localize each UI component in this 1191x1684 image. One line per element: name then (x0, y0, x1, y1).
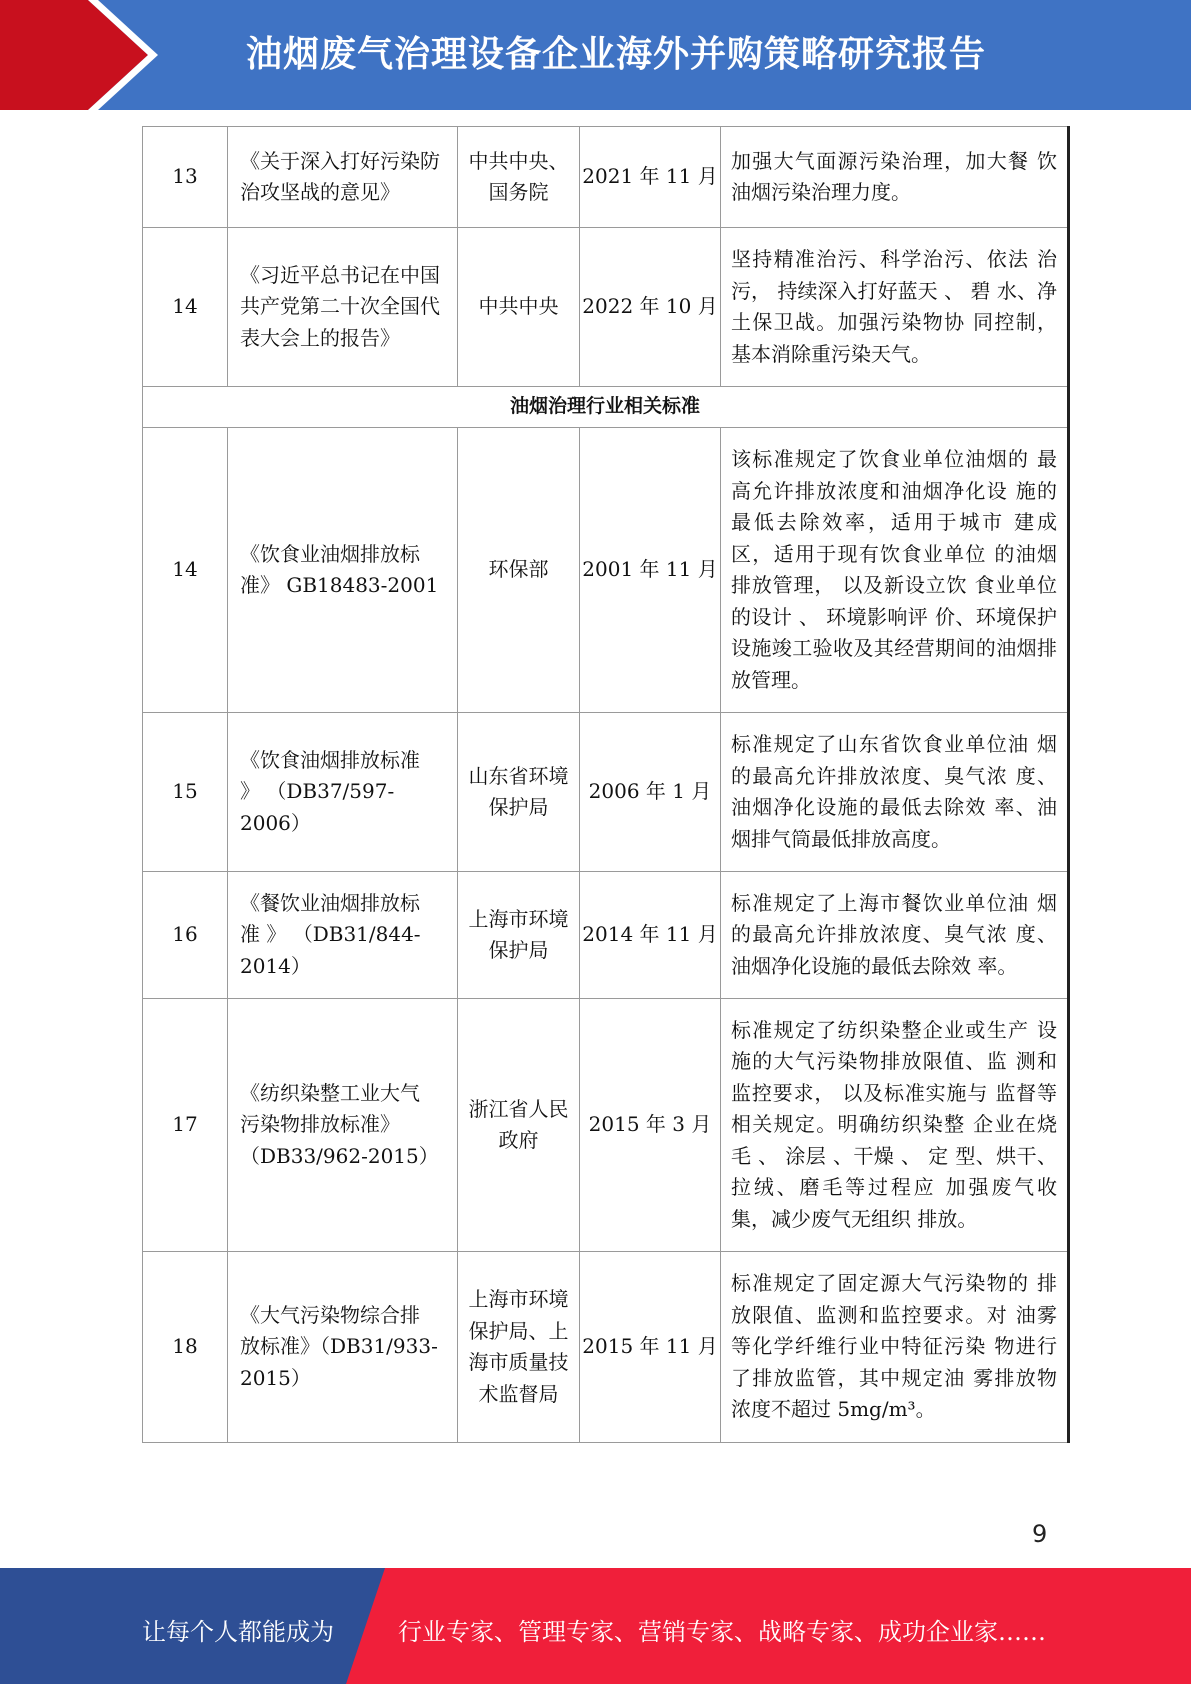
row-number: 15 (143, 713, 228, 872)
row-number: 16 (143, 872, 228, 999)
table-row (143, 428, 1069, 713)
issuing-org: 上海市环境保护局 (458, 872, 580, 999)
issue-date: 2022 年 10 月 (580, 228, 721, 387)
table-row (143, 228, 1069, 387)
policy-name: 《习近平总书记在中国共产党第二十次全国代表大会上的报告》 (228, 228, 458, 387)
issuing-org: 山东省环境保护局 (458, 713, 580, 872)
issuing-org: 上海市环境保护局、上海市质量技术监督局 (458, 1252, 580, 1443)
policy-table (142, 126, 1068, 1443)
standard-description: 该标准规定了饮食业单位油烟的 最高允许排放浓度和油烟净化设 施的最低去除效率，适用于城市 建成区，适用于现有饮食业单位 的油烟排放管理， 以及新设立饮 食业单位的设计 、 环境影响评 价、环境保护设施竣工验收及其经营期间的油烟排放管理。 (721, 428, 1069, 713)
issuing-org: 中共中央、国务院 (458, 127, 580, 228)
row-number: 17 (143, 999, 228, 1252)
standard-description: 标准规定了固定源大气污染物的 排放限值、监测和监控要求。对 油雾等化学纤维行业中特征污染 物进行了排放监管，其中规定油 雾排放物浓度不超过 5mg/m³。 (721, 1252, 1069, 1443)
section-title: 油烟治理行业相关标准 (143, 387, 1069, 428)
row-number: 14 (143, 428, 228, 713)
page-header (0, 0, 1191, 110)
table-row (143, 713, 1069, 872)
standard-name: 《饮食油烟排放标准 》 （DB37/597- 2006） (228, 713, 458, 872)
issue-date: 2015 年 3 月 (580, 999, 721, 1252)
row-number: 18 (143, 1252, 228, 1443)
page-footer (0, 1568, 1191, 1684)
standard-name: 《大气污染物综合排 放标准》（DB31/933- 2015） (228, 1252, 458, 1443)
standard-name: 《餐饮业油烟排放标 准 》 （DB31/844- 2014） (228, 872, 458, 999)
row-number: 14 (143, 228, 228, 387)
issue-date: 2001 年 11 月 (580, 428, 721, 713)
issuing-org: 环保部 (458, 428, 580, 713)
issue-date: 2006 年 1 月 (580, 713, 721, 872)
footer-slogan-left: 让每个人都能成为 (142, 1618, 334, 1646)
standard-description: 标准规定了上海市餐饮业单位油 烟的最高允许排放浓度、臭气浓 度、油烟净化设施的最低去除效 率。 (721, 872, 1069, 999)
table-row (143, 127, 1069, 228)
footer-slogan-right: 行业专家、管理专家、营销专家、战略专家、成功企业家…… (398, 1618, 1046, 1646)
table-row (143, 1252, 1069, 1443)
issuing-org: 浙江省人民政府 (458, 999, 580, 1252)
standard-description: 标准规定了纺织染整企业或生产 设施的大气污染物排放限值、监 测和监控要求， 以及标准实施与 监督等相关规定。明确纺织染整 企业在烧毛 、 涂层 、干燥 、 定 型、烘干、拉绒、磨毛等过程应 加强废气收集，减少废气无组织 排放。 (721, 999, 1069, 1252)
table-row (143, 872, 1069, 999)
standard-name: 《饮食业油烟排放标 准》 GB18483-2001 (228, 428, 458, 713)
section-header-row (143, 387, 1069, 428)
policy-name: 《关于深入打好污染防治攻坚战的意见》 (228, 127, 458, 228)
issue-date: 2021 年 11 月 (580, 127, 721, 228)
issue-date: 2014 年 11 月 (580, 872, 721, 999)
page-number: 9 (1032, 1520, 1048, 1548)
row-number: 13 (143, 127, 228, 228)
issuing-org: 中共中央 (458, 228, 580, 387)
table-row (143, 999, 1069, 1252)
standard-description: 标准规定了山东省饮食业单位油 烟的最高允许排放浓度、臭气浓 度、油烟净化设施的最低去除效 率、油烟排气筒最低排放高度。 (721, 713, 1069, 872)
report-title: 油烟废气治理设备企业海外并购策略研究报告 (246, 34, 987, 75)
policy-description: 加强大气面源污染治理，加大餐 饮油烟污染治理力度。 (721, 127, 1069, 228)
issue-date: 2015 年 11 月 (580, 1252, 721, 1443)
policy-description: 坚持精准治污、科学治污、依法 治污， 持续深入打好蓝天 、 碧 水、净土保卫战。加强污染物协 同控制，基本消除重污染天气。 (721, 228, 1069, 387)
standard-name: 《纺织染整工业大气 污染物排放标准》（DB33/962-2015） (228, 999, 458, 1252)
